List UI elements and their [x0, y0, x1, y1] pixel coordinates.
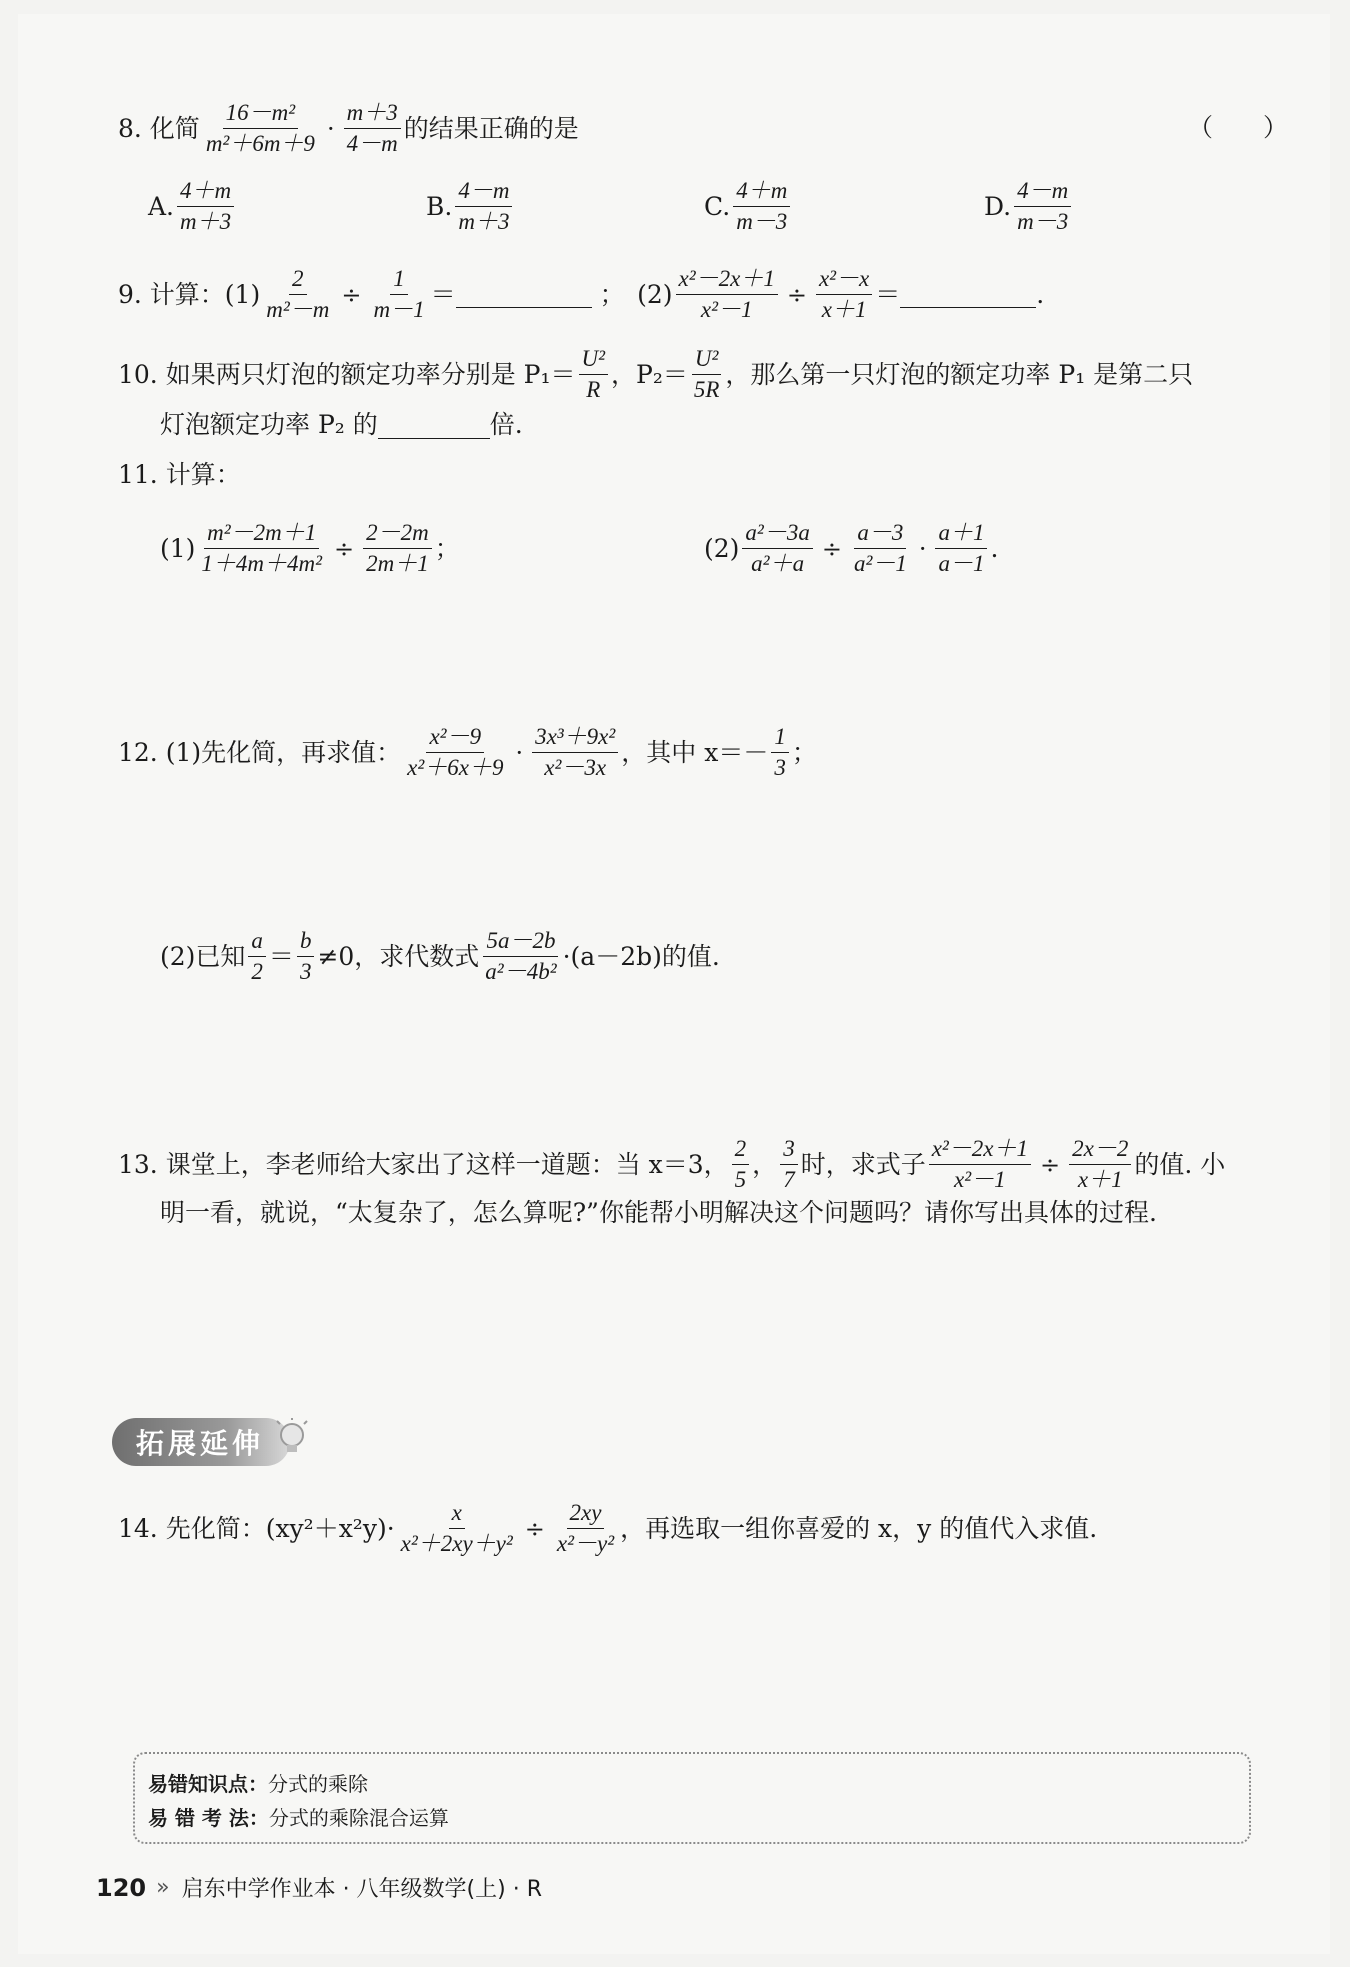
- answer-blank-9-1[interactable]: [456, 281, 592, 308]
- question-12-part2: (2)已知 $\frac{a}{2}$ ＝ $\frac{b}{3}$ ≠0，求代数式 $\frac{5a-2b}{\text{a²－4b²}}$ ·(a－2b)的值.: [160, 928, 720, 984]
- option-a[interactable]: A. $\frac{4+m}{m+3}$: [148, 178, 237, 235]
- note-knowledge-point: 易错知识点：分式的乘除: [148, 1772, 368, 1796]
- question-9: 9. 计算：(1) $\frac{2}{\text{m²－m}}$ ÷ $\frac{1}{m-1}$ ＝ ； (2) $\frac{\text{x²－2x＋1}}{\text{x²－1}}$ ÷ $\frac{\text{x²－x}}{x+1}$ ＝ .: [118, 266, 1045, 322]
- question-8: 8. 化简 $\frac{\text{16－m²}}{\text{m²＋6m＋9}}$ · $\frac{m+3}{4-m}$ 的结果正确的是: [118, 100, 579, 156]
- question-11-part1: (1) $\frac{\text{m²－2m＋1}}{\text{1＋4m＋4m²}}$ ÷ $\frac{2-2m}{2m+1}$ ；: [160, 520, 460, 576]
- section-title-extension: 拓展延伸: [112, 1418, 290, 1466]
- question-11-part2: (2) $\frac{\text{a²－3a}}{\text{a²＋a}}$ ÷ $\frac{a-3}{\text{a²－1}}$ · $\frac{a+1}{a-1}$ .: [704, 520, 999, 576]
- question-10-line2: 灯泡额定功率 P₂ 的 倍.: [160, 410, 523, 439]
- page-footer: [96, 1872, 542, 1903]
- q8-fraction-2: $\frac{m+3}{4-m}$: [344, 100, 401, 157]
- option-b[interactable]: B. $\frac{4-m}{m+3}$: [426, 178, 515, 235]
- q8-prefix: 8. 化简: [118, 113, 200, 143]
- book-title: 启东中学作业本 · 八年级数学(上) · R: [181, 1877, 542, 1902]
- q8-fraction-1: $\frac{\text{16－m²}}{\text{m²＋6m＋9}}$: [205, 100, 315, 156]
- question-10: 10. 如果两只灯泡的额定功率分别是 P₁＝ $\frac{\text{U²}}{R}$ ，P₂＝ $\frac{\text{U²}}{5R}$ ，那么第一只灯泡的额定功率 P₁ 是第二只: [118, 346, 1194, 402]
- page-number: 120: [96, 1873, 147, 1902]
- question-13-line2: 明一看，就说，“太复杂了，怎么算呢?”你能帮小明解决这个问题吗？请你写出具体的过程.: [160, 1198, 1157, 1227]
- answer-paren[interactable]: （ ）: [1188, 113, 1289, 142]
- question-13: 13. 课堂上，李老师给大家出了这样一道题：当 x＝3， $\frac{2}{5}$ ， $\frac{3}{7}$ 时，求式子 $\frac{\text{x²－2x＋1}}{\text{x²－1}}$ ÷ $\frac{2x-2}{x+1}$ 的值. 小: [118, 1136, 1226, 1192]
- option-d[interactable]: D. $\frac{4-m}{m-3}$: [984, 178, 1074, 235]
- answer-blank-10[interactable]: [378, 412, 490, 439]
- question-14: 14. 先化简：(xy²＋x²y)· $\frac{x}{\text{x²＋2xy＋y²}}$ ÷ $\frac{2xy}{\text{x²－y²}}$ ，再选取一组你喜爱的 x，y 的值代入求值.: [118, 1500, 1098, 1556]
- answer-blank-9-2[interactable]: [900, 281, 1036, 308]
- option-c[interactable]: C. $\frac{4+m}{m-3}$: [704, 178, 793, 235]
- lightbulb-icon: [276, 1418, 310, 1460]
- note-error-method: 易 错 考 法：分式的乘除混合运算: [148, 1806, 449, 1830]
- question-12-part1: 12. (1)先化简，再求值： $\frac{\text{x²－9}}{\text{x²＋6x＋9}}$ · $\frac{\text{3x³＋9x²}}{\text{x²－3x}}$ ，其中 x＝－ $\frac{1}{3}$ ；: [118, 724, 817, 780]
- chevron-right-icon: »: [156, 1875, 170, 1900]
- question-11-title: 11. 计算：: [118, 460, 241, 489]
